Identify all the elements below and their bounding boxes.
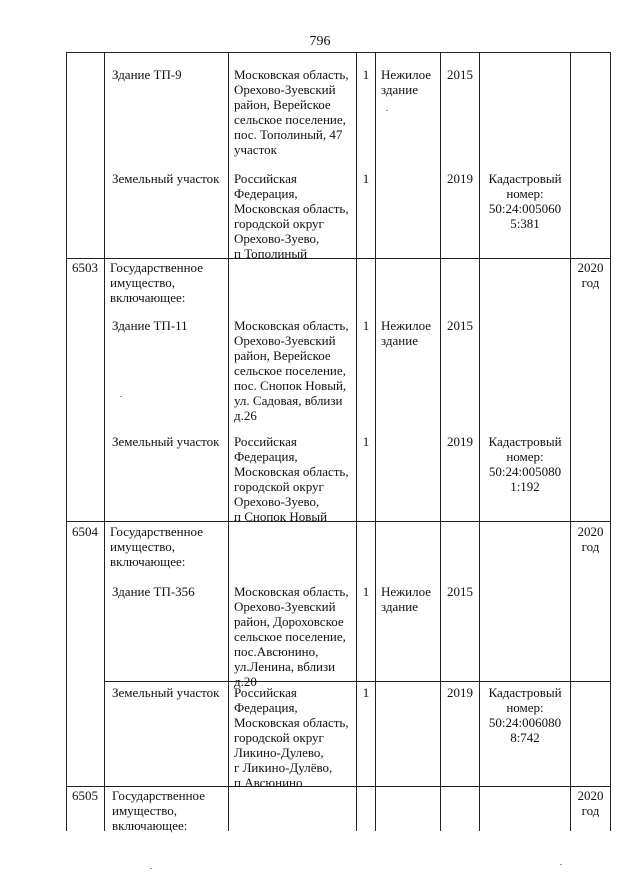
col-border	[228, 52, 229, 831]
item-year: 2015	[447, 584, 473, 599]
item-address: Московская область, Орехово-Зуевский район, Верейское сельское поселение, пос. Снопок Новый, ул. Садовая, вблизи д.26	[234, 318, 349, 423]
item-kind: Нежилое здание	[381, 67, 432, 97]
item-name: Земельный участок	[112, 171, 220, 186]
row-id: 6503	[72, 260, 98, 275]
item-address: Российская Федерация, Московская область, городской округ Ликино-Дулево, г Ликино-Дулёво, п Авсюнино	[234, 685, 349, 790]
item-name: Земельный участок	[112, 434, 220, 449]
item-quantity: 1	[362, 171, 370, 186]
item-note: Кадастровый номер: 50:24:006080 8:742	[488, 685, 562, 745]
col-border	[570, 52, 571, 831]
item-quantity: 1	[362, 434, 370, 449]
item-name: Здание ТП-11	[112, 318, 188, 333]
item-note: Кадастровый номер: 50:24:005060 5:381	[488, 171, 562, 231]
col-border	[375, 52, 376, 831]
row-title: Государственное имущество, включающее:	[110, 260, 203, 305]
item-address: Российская Федерация, Московская область, городской округ Орехово-Зуево, п Тополиный	[234, 171, 349, 261]
item-quantity: 1	[362, 318, 370, 333]
scan-speck	[560, 864, 562, 865]
item-name: Здание ТП-356	[112, 584, 195, 599]
item-name: Здание ТП-9	[112, 67, 182, 82]
scan-speck	[150, 868, 152, 869]
scan-speck	[386, 110, 388, 111]
row-period: 2020 год	[577, 788, 604, 818]
row-id: 6505	[72, 788, 98, 803]
item-note: Кадастровый номер: 50:24:005080 1:192	[488, 434, 562, 494]
item-quantity: 1	[362, 685, 370, 700]
item-address: Московская область, Орехово-Зуевский район, Верейское сельское поселение, пос. Тополиный, 47 участок	[234, 67, 349, 157]
item-year: 2019	[447, 685, 473, 700]
item-address: Московская область, Орехово-Зуевский район, Дороховское сельское поселение, пос.Авсюнино, ул.Ленина, вблизи д.20	[234, 584, 349, 689]
item-kind: Нежилое здание	[381, 584, 432, 614]
row-title: Государственное имущество, включающее:	[110, 524, 203, 569]
table-top-border	[66, 52, 611, 53]
item-address: Российская Федерация, Московская область, городской округ Орехово-Зуево, п Снопок Новый	[234, 434, 349, 524]
item-year: 2019	[447, 434, 473, 449]
row-title: Государственное имущество, включающее:	[112, 788, 205, 833]
item-quantity: 1	[362, 67, 370, 82]
item-name: Земельный участок	[112, 685, 220, 700]
item-quantity: 1	[362, 584, 370, 599]
row-id: 6504	[72, 524, 98, 539]
col-border	[66, 52, 67, 831]
col-border	[104, 52, 105, 831]
item-kind: Нежилое здание	[381, 318, 432, 348]
scan-speck	[120, 396, 122, 397]
page-number: 796	[309, 34, 331, 49]
item-year: 2015	[447, 318, 473, 333]
row-period: 2020 год	[577, 524, 604, 554]
col-border	[610, 52, 611, 831]
row-period: 2020 год	[577, 260, 604, 290]
item-year: 2015	[447, 67, 473, 82]
item-year: 2019	[447, 171, 473, 186]
